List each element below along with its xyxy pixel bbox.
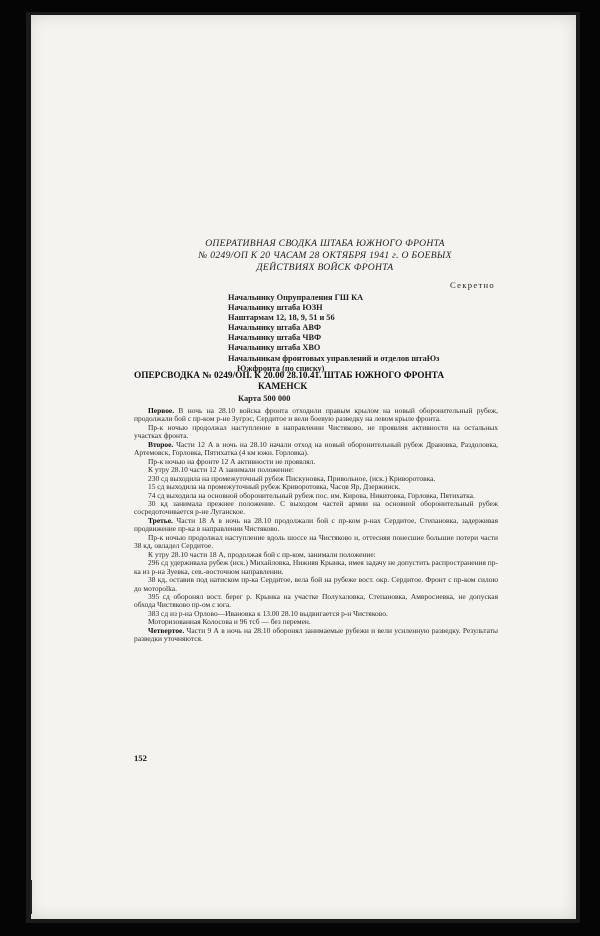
classification-label: Секретно	[450, 280, 495, 290]
heading-line: КАМЕНСК	[258, 382, 308, 392]
paragraph-lead: Первое.	[148, 406, 175, 415]
paragraph-text: 74 сд выходила на основной оборонительный рубеж пос. им. Кирова, Никитовка, Горловка, Пятихатка.	[148, 490, 475, 500]
recipient: Начальнику штаба ХВО	[228, 343, 321, 353]
document-title	[160, 238, 490, 274]
scan-border-bottom	[26, 919, 579, 923]
body-paragraph	[134, 441, 498, 458]
paragraph-text: Части 9 А в ночь на 28.10 оборонял занимаемые рубежи и вели усиленную разведку. Результаты разведки уточняются.	[134, 625, 498, 644]
paragraph-text: 230 сд выходила на промежуточный рубеж Пискуновка, Привольное, (иск.) Криворотовка.	[148, 473, 436, 483]
paragraph-text: Пр-к ночью на фронте 12 А активности не проявлял.	[148, 456, 316, 466]
body-paragraph	[134, 627, 498, 644]
map-scale-note: Карта 500 000	[238, 394, 291, 403]
paragraph-text: К утру 28.10 части 12 А занимали положение:	[148, 465, 294, 475]
paragraph-text: Пр-к ночью продолжал наступление в направлении Чистяково, не проявляя активности на остальных участках фронта.	[134, 422, 498, 441]
page-number: 152	[134, 753, 147, 763]
paragraph-text: Пр-к ночью продолжал наступление вдоль шоссе на Чистяково и, оттесняя понесшие большие потери части 38 кд, овладел Сердитое.	[134, 532, 498, 551]
recipient: Начальнику штаба АВФ	[228, 323, 322, 333]
report-heading	[134, 371, 498, 393]
paragraph-text: 296 сд удерживала рубеж (иск.) Михайловка, Нижняя Крынка, имея задачу не допустить распространения пр-ка из р-на Зуевка, сев.-восточном направлении.	[134, 558, 498, 576]
scan-border-left	[26, 12, 31, 922]
spine-mark	[30, 880, 32, 914]
recipient: Начальнику штаба ЮЗН	[228, 303, 323, 313]
paragraph-lead: Второе.	[148, 439, 174, 449]
paragraph-text: 15 сд выходила на промежуточный рубеж Криворотовка, Часов Яр, Дзержинск.	[148, 482, 401, 492]
recipients-list	[228, 293, 498, 374]
body-paragraph	[134, 407, 498, 424]
paragraph-lead: Четвертое.	[148, 625, 185, 635]
paragraph-text: К утру 28.10 части 18 А, продолжая бой с пр-ком, занимали положение:	[148, 549, 376, 559]
title-line: ОПЕРАТИВНАЯ СВОДКА ШТАБА ЮЖНОГО ФРОНТА	[205, 238, 445, 249]
paragraph-text: 30 кд занимала прежнее положение. С выходом частей армии на основной оборонительный рубеж сосредоточивается р-не Луганское.	[134, 498, 498, 517]
title-line: ДЕЙСТВИЯХ ВОЙСК ФРОНТА	[256, 262, 394, 273]
scan-border-right	[576, 12, 580, 922]
paragraph-lead: Третье.	[148, 515, 173, 525]
recipient: Южфронта (по списку)	[237, 363, 325, 373]
body-paragraph	[134, 559, 498, 576]
paragraph-text: Части 12 А в ночь на 28.10 начали отход на новый оборонительный рубеж Драновка, Раздоловка, Артемовск, Горловка, Пятихатка (4 км южн. Горловка).	[134, 439, 498, 458]
recipient: Начальникам фронтовых управлений и отделов штаЮз	[228, 353, 440, 363]
recipient: Начальнику штаба ЧВФ	[228, 333, 322, 343]
scan-border-top	[26, 12, 579, 15]
recipient: Наштармам 12, 18, 9, 51 и 56	[228, 313, 335, 323]
paragraph-text: 395 сд оборонял вост. берег р. Крынка на участке Полухаловка, Степановка, Амвросиевка, не допуская обхода Чистяково пр-ом с юга.	[134, 591, 498, 610]
body-paragraph	[134, 517, 498, 534]
heading-line: ОПЕРСВОДКА № 0249/ОП. К 20.00 28.10.41. ШТАБ ЮЖНОГО ФРОНТА	[134, 371, 445, 381]
paragraph-text: 383 сд из р-на Орлово—Ивановка к 13.00 28.10 выдвигается р-н Чистяково.	[148, 608, 388, 618]
paragraph-text: Моторизованная Колосова и 96 тсб — без перемен.	[148, 617, 311, 627]
report-body	[134, 407, 498, 644]
title-line: № 0249/ОП К 20 ЧАСАМ 28 ОКТЯБРЯ 1941 г. О БОЕВЫХ	[198, 250, 452, 261]
paragraph-text: 38 кд, оставив под натиском пр-ка Сердитое, вела бой на рубеже вост. окр. Сердитое. Фронт с пр-ком силою до мотоpolka.	[134, 575, 498, 593]
body-paragraph	[134, 576, 498, 593]
body-paragraph	[134, 500, 498, 517]
paragraph-text: Части 18 А в ночь на 28.10 продолжали бой с пр-ком р-нах Сердитое, Степановка, задерживая продвижение пр-ка в направлении Чистяково.	[134, 515, 498, 534]
recipient: Начальнику Опрупраления ГШ КА	[228, 293, 364, 302]
body-paragraph	[134, 424, 498, 441]
paragraph-text: В ночь на 28.10 войска фронта отходили правым крылом на новый оборонительный рубеж, продолжали бой с пр-ком р-не Зугрэс, Сердитое и вели боевую разведку на левом крыле фронта.	[134, 406, 498, 424]
body-paragraph	[134, 593, 498, 610]
body-paragraph	[134, 534, 498, 551]
